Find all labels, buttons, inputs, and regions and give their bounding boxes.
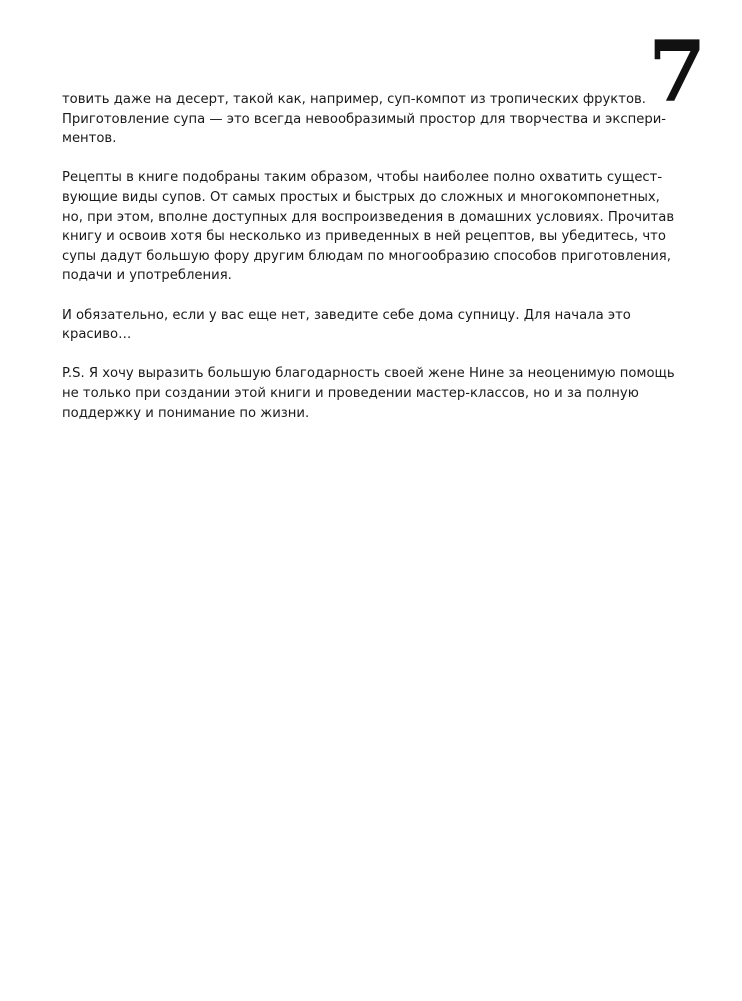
paragraph-dessert-soups	[62, 90, 667, 149]
text-line: не только при создании этой книги и проведении мастер-классов, но и за полную	[62, 385, 639, 401]
text-line: Приготовление супа — это всегда невообразимый простор для творчества и экспери-	[62, 111, 667, 127]
text-line: И обязательно, если у вас еще нет, заведите себе дома супницу. Для начала это	[62, 307, 631, 323]
paragraph-tureen	[62, 306, 662, 345]
page-number: 7	[648, 22, 705, 121]
text-line: товить даже на десерт, такой как, например, суп-компот из тропических фруктов.	[62, 92, 646, 107]
text-line: но, при этом, вполне доступных для воспроизведения в домашних условиях. Прочитав	[62, 209, 675, 225]
text-line: Рецепты в книге подобраны таким образом, чтобы наиболее полно охватить сущест-	[62, 170, 663, 186]
text-line: супы дадут большую фору другим блюдам по многообразию способов приготовления,	[62, 248, 671, 264]
paragraph-recipes	[62, 168, 675, 286]
paragraph-postscript	[62, 364, 675, 423]
body-text	[62, 90, 675, 443]
text-line: вующие виды супов. От самых простых и быстрых до сложных и многокомпонетных,	[62, 189, 660, 205]
text-line: поддержку и понимание по жизни.	[62, 405, 310, 421]
text-line: ментов.	[62, 131, 117, 147]
text-line: красиво…	[62, 327, 132, 343]
text-line: подачи и употребления.	[62, 268, 232, 284]
text-line: P.S. Я хочу выразить большую благодарность своей жене Нине за неоценимую помощь	[62, 366, 675, 382]
text-line: книгу и освоив хотя бы несколько из приведенных в ней рецептов, вы убедитесь, что	[62, 229, 666, 245]
